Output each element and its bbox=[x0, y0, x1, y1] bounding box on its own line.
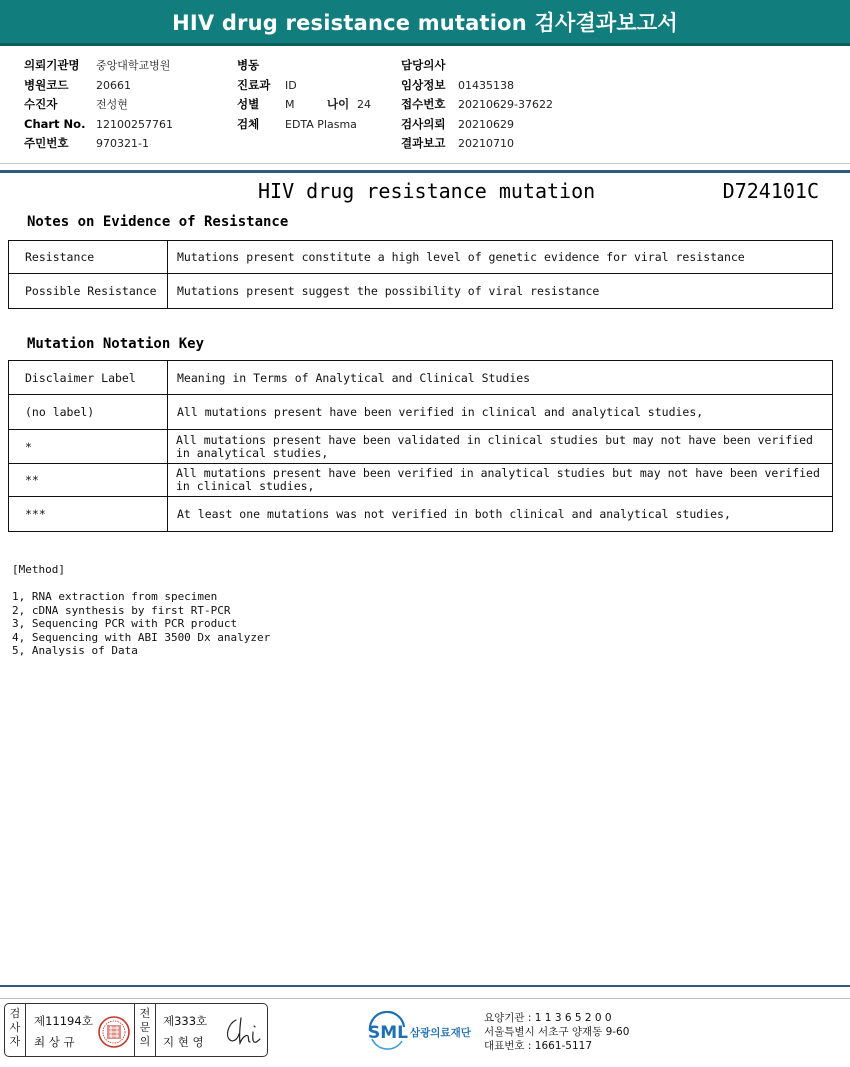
info-value: 970321-1 bbox=[96, 137, 149, 150]
table-header-cell: Meaning in Terms of Analytical and Clinical Studies bbox=[168, 361, 833, 395]
table-cell: All mutations present have been verified in clinical and analytical studies, bbox=[168, 395, 833, 430]
report-title: HIV drug resistance mutation bbox=[258, 179, 596, 203]
method-heading: [Method] bbox=[12, 563, 65, 576]
specialist-license: 제333호 bbox=[163, 1014, 208, 1028]
table-row bbox=[9, 430, 833, 464]
table-row bbox=[9, 274, 833, 309]
patient-info-col3 bbox=[401, 56, 553, 154]
info-row-ward bbox=[237, 56, 371, 76]
divider bbox=[134, 1004, 135, 1056]
cell-line: in clinical studies, bbox=[176, 479, 315, 493]
table-cell bbox=[168, 430, 833, 464]
report-code: D724101C bbox=[722, 179, 819, 203]
divider bbox=[0, 163, 850, 164]
sml-logo bbox=[366, 1011, 480, 1051]
info-label: 접수번호 bbox=[401, 97, 446, 111]
cell-line: All mutations present have been verified in analytical studies but may not have been verified bbox=[176, 466, 820, 480]
notation-heading: Mutation Notation Key bbox=[27, 336, 205, 352]
table-cell: ** bbox=[9, 464, 168, 497]
patient-info-col1 bbox=[24, 56, 173, 154]
table-cell: Mutations present suggest the possibility of viral resistance bbox=[168, 274, 833, 309]
table-header-row bbox=[9, 361, 833, 395]
divider bbox=[0, 170, 850, 173]
evidence-table bbox=[8, 240, 833, 309]
info-label: 검사의뢰 bbox=[401, 116, 446, 131]
specialist-label: 전문의 bbox=[139, 1007, 151, 1048]
info-label: 병원코드 bbox=[24, 77, 69, 92]
info-label: 담당의사 bbox=[401, 58, 446, 72]
method-list bbox=[12, 590, 270, 658]
info-label: 의뢰기관명 bbox=[24, 58, 80, 72]
info-row-specimen bbox=[237, 115, 371, 135]
address: 서울특별시 서초구 양재동 9-60 bbox=[484, 1026, 630, 1038]
method-step: 2, cDNA synthesis by first RT-PCR bbox=[12, 603, 231, 617]
tester-license: 제11194호 bbox=[34, 1014, 93, 1028]
age-label: 나이 bbox=[327, 97, 350, 111]
info-value: 20210710 bbox=[458, 137, 514, 150]
table-cell: At least one mutations was not verified in both clinical and analytical studies, bbox=[168, 497, 833, 532]
method-step: 5, Analysis of Data bbox=[12, 644, 138, 657]
info-label: 결과보고 bbox=[401, 136, 446, 150]
method-step: 1, RNA extraction from specimen bbox=[12, 590, 218, 603]
info-value: 01435138 bbox=[458, 78, 514, 92]
evidence-heading: Notes on Evidence of Resistance bbox=[27, 214, 289, 230]
official-seal-icon bbox=[97, 1015, 131, 1049]
info-row-clinical-info bbox=[401, 76, 553, 96]
specialist-name: 지 현 영 bbox=[163, 1035, 204, 1049]
cell-line: All mutations present have been validated in clinical studies but may not have been verified bbox=[176, 432, 813, 447]
table-cell: * bbox=[9, 430, 168, 464]
info-value: EDTA Plasma bbox=[285, 117, 357, 131]
info-label: 검체 bbox=[237, 116, 260, 131]
notation-table bbox=[8, 360, 833, 532]
info-row-chart-no bbox=[24, 115, 173, 135]
info-row-hospital-code bbox=[24, 76, 173, 96]
info-row-patient bbox=[24, 95, 173, 115]
institution-code: 요양기관 : 1 1 3 6 5 2 0 0 bbox=[484, 1012, 612, 1024]
info-value: M bbox=[285, 98, 295, 111]
org-name: 삼광의료재단 bbox=[410, 1027, 471, 1039]
divider bbox=[155, 1004, 156, 1056]
divider bbox=[0, 985, 850, 987]
info-label: 임상정보 bbox=[401, 77, 446, 92]
table-row bbox=[9, 395, 833, 430]
info-row-resident-no bbox=[24, 134, 173, 154]
info-value: 12100257761 bbox=[96, 117, 173, 131]
info-label: 병동 bbox=[237, 58, 260, 72]
info-value: 중앙대학교병원 bbox=[96, 59, 171, 72]
info-value: 20210629 bbox=[458, 117, 514, 131]
signature-box bbox=[4, 1003, 268, 1057]
info-label: Chart No. bbox=[24, 116, 86, 131]
info-row-department bbox=[237, 76, 371, 96]
table-cell: Possible Resistance bbox=[9, 274, 168, 309]
tester-name: 최 상 규 bbox=[34, 1035, 75, 1049]
table-cell: (no label) bbox=[9, 395, 168, 430]
info-row-institution bbox=[24, 56, 173, 76]
table-row bbox=[9, 241, 833, 274]
info-row-report-date bbox=[401, 134, 553, 154]
table-cell: Resistance bbox=[9, 241, 168, 274]
table-row bbox=[9, 464, 833, 497]
logo-text: SML bbox=[368, 1023, 408, 1043]
page-title: HIV drug resistance mutation 검사결과보고서 bbox=[172, 10, 678, 35]
table-cell: *** bbox=[9, 497, 168, 532]
info-row-physician bbox=[401, 56, 553, 76]
signature-icon bbox=[222, 1014, 262, 1048]
footer-info bbox=[484, 1011, 629, 1053]
info-label: 수진자 bbox=[24, 97, 58, 111]
info-row-receipt-no bbox=[401, 95, 553, 115]
patient-info-col2 bbox=[237, 56, 371, 134]
info-value: 20661 bbox=[96, 78, 131, 92]
info-label: 주민번호 bbox=[24, 136, 69, 150]
table-header-cell: Disclaimer Label bbox=[9, 361, 168, 395]
divider bbox=[25, 1004, 26, 1056]
info-label: 성별 bbox=[237, 97, 260, 111]
table-row bbox=[9, 497, 833, 532]
age-value: 24 bbox=[357, 98, 371, 111]
info-row-request-date bbox=[401, 115, 553, 135]
info-value: 전성현 bbox=[96, 98, 128, 111]
table-cell bbox=[168, 464, 833, 497]
phone: 대표번호 : 1661-5117 bbox=[484, 1040, 593, 1052]
divider bbox=[0, 998, 850, 999]
info-row-sex-age bbox=[237, 95, 371, 115]
info-value: 20210629-37622 bbox=[458, 98, 553, 111]
info-value: ID bbox=[285, 78, 297, 92]
method-step: 3, Sequencing PCR with PCR product bbox=[12, 617, 238, 630]
table-cell: Mutations present constitute a high level of genetic evidence for viral resistance bbox=[168, 241, 833, 274]
cell-line: in analytical studies, bbox=[176, 445, 329, 460]
method-step: 4, Sequencing with ABI 3500 Dx analyzer bbox=[12, 630, 271, 644]
tester-label: 검사자 bbox=[9, 1007, 21, 1048]
info-label: 진료과 bbox=[237, 77, 271, 92]
report-header bbox=[0, 0, 850, 46]
